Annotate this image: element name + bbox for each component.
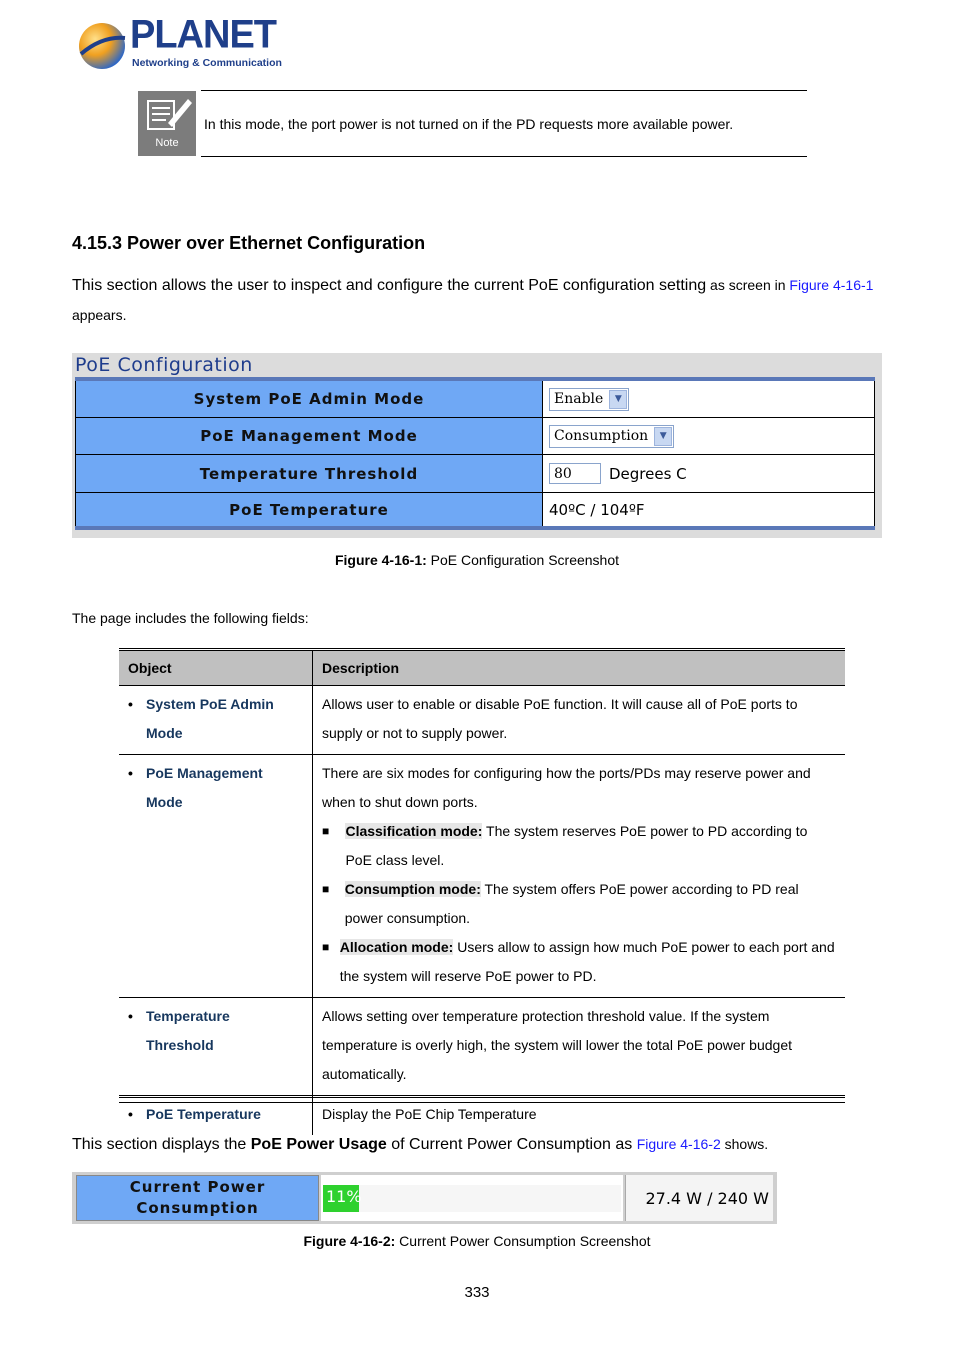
- row-system-poe-admin-mode: [75, 381, 875, 418]
- intro-main: This section allows the user to inspect and configure the current PoE configuration setting: [72, 277, 707, 294]
- object-name: System PoE Admin: [146, 696, 274, 712]
- power-bar-track: [323, 1185, 621, 1212]
- list-item: ■ Consumption mode: The system offers PoE power according to PD real power consumption.: [322, 881, 799, 926]
- section-intro: [72, 277, 873, 295]
- object-name-cont: Threshold: [146, 1037, 214, 1053]
- object-name-cont: Mode: [146, 794, 183, 810]
- mode-term: Allocation mode: [339, 939, 449, 955]
- power-usage-intro: This section displays the PoE Power Usage of Current Power Consumption as Figure 4-16-2 shows.: [72, 1136, 769, 1153]
- object-description: There are six modes for configuring how the ports/PDs may reserve power and when to shut down ports.: [322, 765, 811, 810]
- mode-term: Consumption mode: [344, 881, 477, 897]
- note-icon-label: Note: [155, 137, 179, 149]
- figure-2-label: Figure 4-16-2:: [303, 1233, 396, 1249]
- admin-mode-select[interactable]: [549, 388, 629, 411]
- table-row: • PoE Temperature Display the PoE Chip Temperature: [119, 1096, 845, 1136]
- fields-table: [119, 648, 845, 1135]
- figure-1-caption: [0, 552, 954, 568]
- brand-tagline: Networking & Communication: [132, 57, 282, 69]
- management-mode-select[interactable]: [549, 425, 674, 448]
- poe-power-usage-term: PoE Power Usage: [250, 1136, 387, 1153]
- power-percent: 11%: [326, 1187, 362, 1206]
- poe-config-grid: [75, 377, 875, 530]
- figure-4-16-1-link[interactable]: Figure 4-16-1: [789, 277, 874, 293]
- table-row: • System PoE Admin Mode Allows user to enable or disable PoE function. It will cause all of PoE ports to supply or not to supply power.: [119, 686, 845, 755]
- label-poe-management-mode: PoE Management Mode: [75, 418, 543, 454]
- figure-2-text: Current Power Consumption Screenshot: [395, 1233, 651, 1249]
- object-name-cont: Mode: [146, 725, 183, 741]
- fields-intro: The page includes the following fields:: [72, 610, 309, 626]
- intro-end: appears.: [72, 307, 127, 323]
- row-temperature-threshold: [75, 455, 875, 493]
- header-description: Description: [313, 650, 846, 686]
- figure-2-caption: [0, 1233, 954, 1249]
- planet-logo-globe: [75, 18, 129, 72]
- object-description: Display the PoE Chip Temperature: [313, 1096, 846, 1136]
- figure-1-label: Figure 4-16-1:: [334, 552, 427, 568]
- figure-1-text: PoE Configuration Screenshot: [426, 552, 620, 568]
- row-poe-management-mode: [75, 418, 875, 455]
- note-divider-bottom: [201, 156, 807, 157]
- note-text: In this mode, the port power is not turned on if the PD requests more available power.: [204, 116, 734, 132]
- object-name: PoE Management: [146, 765, 263, 781]
- table-end-rule: [119, 1097, 845, 1103]
- mode-term: Classification mode: [345, 823, 478, 839]
- figure-4-16-2-link[interactable]: Figure 4-16-2: [636, 1136, 721, 1152]
- note-divider-top: [201, 90, 807, 91]
- brand-name: PLANET: [130, 12, 276, 58]
- poe-temperature-value: 40ºC / 104ºF: [543, 493, 875, 526]
- temperature-unit: Degrees C: [609, 464, 687, 483]
- table-row: • PoE Management Mode There are six modes for configuring how the ports/PDs may reserve power and when to shut down ports. ■ Classification mode: The system reserves PoE power to PD according to PoE class level. ■ Consumption mode: The system offers PoE power according to PD real power consumption. ■ Allocation mode: Users allow to assign how much PoE power to each port and the system will reserve PoE power to PD.: [119, 755, 845, 998]
- header-object: Object: [119, 650, 313, 686]
- label-system-poe-admin-mode: System PoE Admin Mode: [75, 381, 543, 417]
- object-description: Allows setting over temperature protection threshold value. If the system temperature is overly high, the system will lower the total PoE power budget automatically.: [313, 998, 846, 1096]
- temperature-threshold-input[interactable]: 80: [549, 463, 601, 484]
- object-name: PoE Temperature: [146, 1106, 261, 1122]
- list-item: ■ Classification mode: The system reserves PoE power to PD according to PoE class level.: [322, 823, 808, 868]
- table-row: • Temperature Threshold Allows setting over temperature protection threshold value. If the system temperature is overly high, the system will lower the total PoE power budget automatically.: [119, 998, 845, 1096]
- current-power-label: Current Power Consumption: [76, 1175, 319, 1221]
- list-item: ■ Allocation mode: Users allow to assign how much PoE power to each port and the system will reserve PoE power to PD.: [322, 939, 835, 984]
- row-poe-temperature: [75, 493, 875, 526]
- intro-small: as screen in: [706, 277, 790, 293]
- power-value: 27.4 W / 240 W: [625, 1175, 773, 1221]
- poe-config-title: PoE Configuration: [75, 354, 253, 376]
- object-name: Temperature: [146, 1008, 230, 1024]
- object-description: Allows user to enable or disable PoE function. It will cause all of PoE ports to supply or not to supply power.: [313, 686, 846, 755]
- admin-mode-value: Enable: [554, 391, 604, 407]
- chevron-down-icon: ▼: [654, 427, 672, 446]
- chevron-down-icon: ▼: [609, 390, 627, 409]
- label-poe-temperature: PoE Temperature: [75, 493, 543, 526]
- management-mode-value: Consumption: [554, 428, 649, 444]
- page-number: 333: [464, 1284, 490, 1301]
- section-title: 4.15.3 Power over Ethernet Configuration: [72, 233, 426, 253]
- label-temperature-threshold: Temperature Threshold: [75, 455, 543, 492]
